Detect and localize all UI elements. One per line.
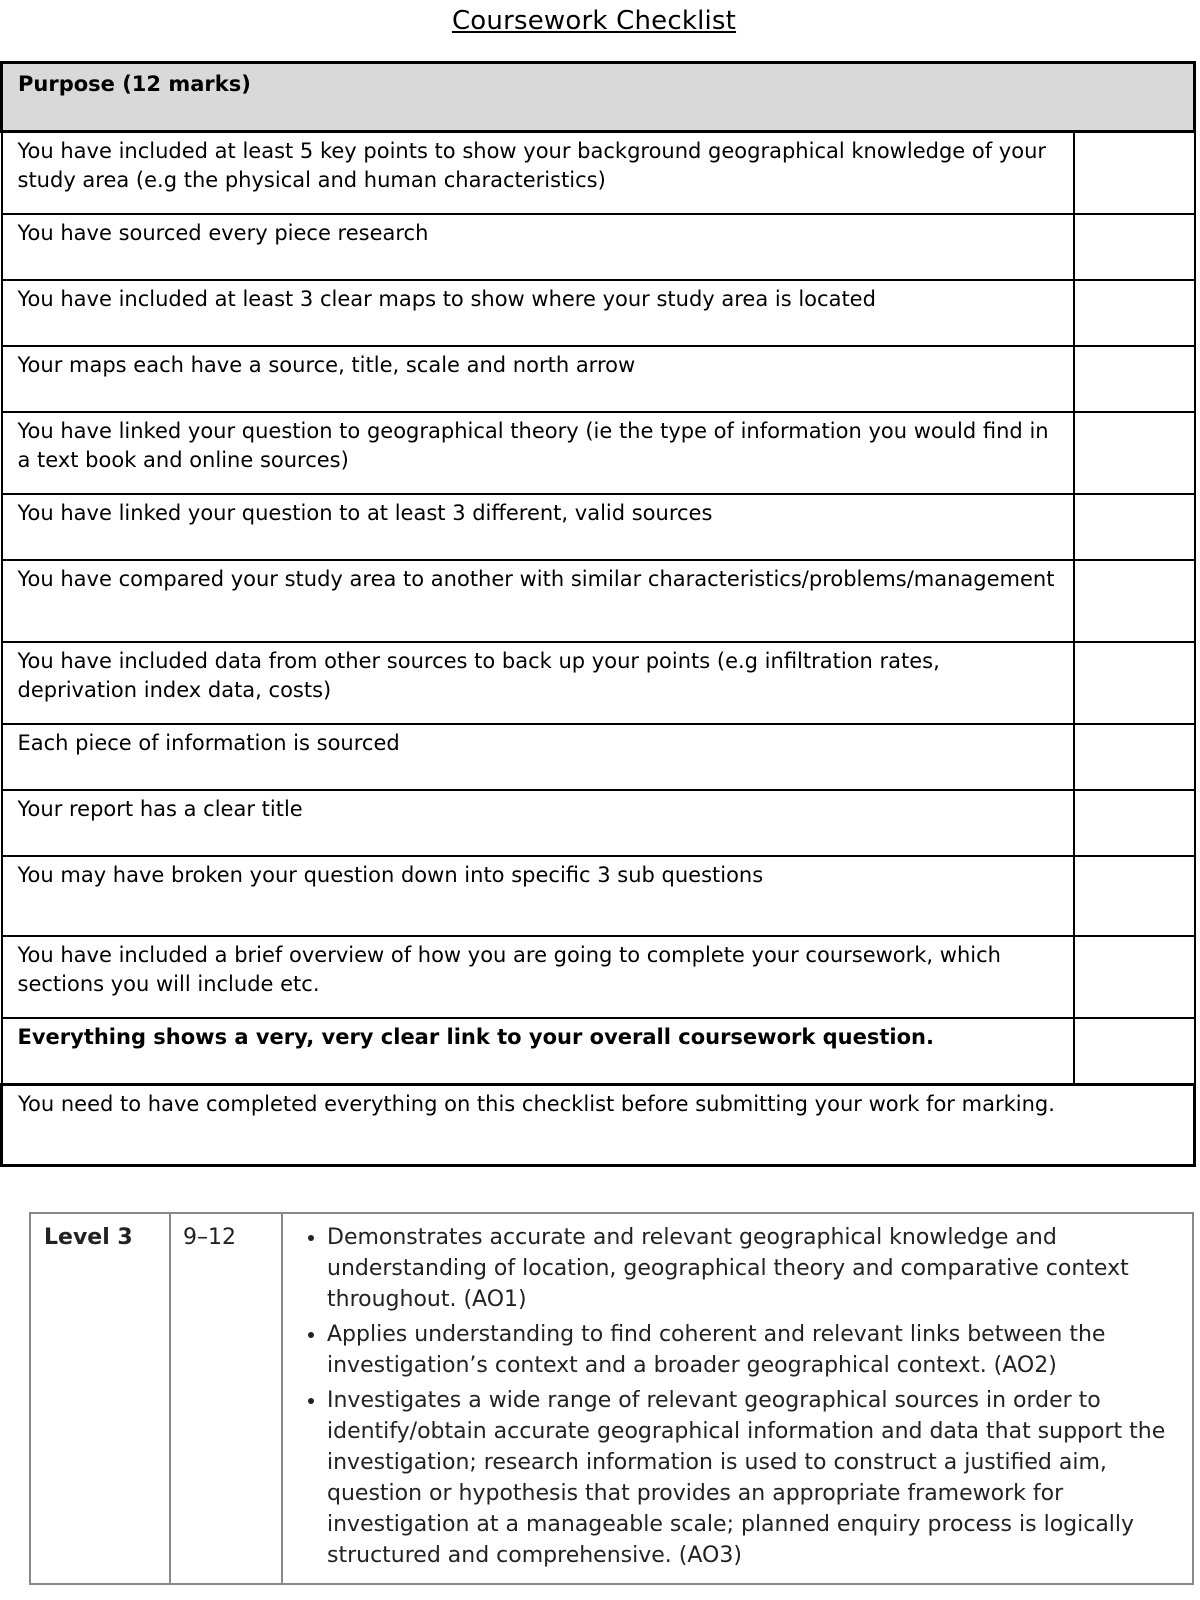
checklist-item-text: You have linked your question to geographical theory (ie the type of information you would find in a text book and online sources): [2, 412, 1074, 494]
checklist-footer-note: You need to have completed everything on this checklist before submitting your work for marking.: [2, 1085, 1195, 1166]
checklist-tick-box[interactable]: [1074, 280, 1195, 346]
checklist-row: [2, 1018, 1195, 1085]
checklist-tick-box[interactable]: [1074, 214, 1195, 280]
checklist-item-text: You have included data from other sources to back up your points (e.g infiltration rates, deprivation index data, costs): [2, 642, 1074, 724]
checklist-item-text: Your maps each have a source, title, scale and north arrow: [2, 346, 1074, 412]
checklist-item-text: You may have broken your question down into specific 3 sub questions: [2, 856, 1074, 936]
checklist-row: [2, 346, 1195, 412]
level-row: [30, 1213, 1193, 1584]
checklist-row: [2, 936, 1195, 1018]
mark-scheme-level-table: [29, 1212, 1194, 1585]
checklist-tick-box[interactable]: [1074, 560, 1195, 642]
checklist-section-heading: Purpose (12 marks): [2, 63, 1195, 132]
checklist-item-text: You have sourced every piece research: [2, 214, 1074, 280]
checklist-item-text: You have compared your study area to another with similar characteristics/problems/management: [2, 560, 1074, 642]
checklist-item-text: Everything shows a very, very clear link to your overall coursework question.: [2, 1018, 1074, 1085]
checklist-item-text: You have included at least 5 key points to show your background geographical knowledge of your study area (e.g the physical and human characteristics): [2, 132, 1074, 215]
checklist-row: [2, 214, 1195, 280]
page-title: Coursework Checklist: [451, 6, 737, 36]
checklist-item-text: You have included at least 3 clear maps to show where your study area is located: [2, 280, 1074, 346]
level-criteria-cell: [282, 1213, 1193, 1584]
checklist-tick-box[interactable]: [1074, 790, 1195, 856]
criteria-item: • Investigates a wide range of relevant geographical sources in order to identify/obtain accurate geographical information and data that support the investigation; research information is used to construct a justified aim, question or hypothesis that provides an appropriate framework for investigation at a manageable scale; planned enquiry process is logically structured and comprehensive. (AO3): [327, 1385, 1180, 1571]
level-marks: 9–12: [170, 1213, 282, 1584]
checklist-tick-box[interactable]: [1074, 494, 1195, 560]
checklist-tick-box[interactable]: [1074, 936, 1195, 1018]
coursework-checklist-table: [0, 61, 1196, 1167]
checklist-row: [2, 494, 1195, 560]
criteria-item: • Applies understanding to find coherent and relevant links between the investigation’s context and a broader geographical context. (AO2): [327, 1319, 1180, 1381]
checklist-item-text: You have included a brief overview of how you are going to complete your coursework, which sections you will include etc.: [2, 936, 1074, 1018]
checklist-tick-box[interactable]: [1074, 412, 1195, 494]
checklist-tick-box[interactable]: [1074, 642, 1195, 724]
checklist-row: [2, 560, 1195, 642]
criteria-item: • Demonstrates accurate and relevant geographical knowledge and understanding of location, geographical theory and comparative context throughout. (AO1): [327, 1222, 1180, 1315]
checklist-item-text: Your report has a clear title: [2, 790, 1074, 856]
checklist-tick-box[interactable]: [1074, 856, 1195, 936]
checklist-header-row: [2, 63, 1195, 132]
criteria-list: [295, 1222, 1180, 1571]
checklist-item-text: Each piece of information is sourced: [2, 724, 1074, 790]
checklist-row: [2, 642, 1195, 724]
checklist-row: [2, 132, 1195, 215]
checklist-tick-box[interactable]: [1074, 1018, 1195, 1085]
checklist-row: [2, 280, 1195, 346]
checklist-row: [2, 412, 1195, 494]
checklist-tick-box[interactable]: [1074, 346, 1195, 412]
checklist-tick-box[interactable]: [1074, 724, 1195, 790]
checklist-row: [2, 856, 1195, 936]
checklist-footer-row: [2, 1085, 1195, 1166]
checklist-row: [2, 790, 1195, 856]
checklist-item-text: You have linked your question to at least 3 different, valid sources: [2, 494, 1074, 560]
checklist-row: [2, 724, 1195, 790]
checklist-tick-box[interactable]: [1074, 132, 1195, 215]
level-label: Level 3: [30, 1213, 170, 1584]
